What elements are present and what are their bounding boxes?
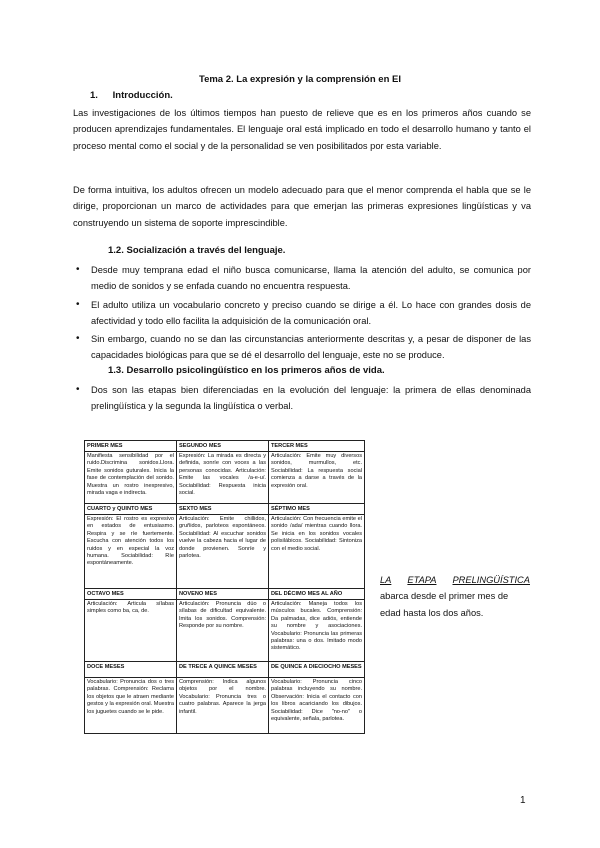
side-note-heading (380, 572, 530, 588)
list-item: • El adulto utiliza un vocabulario concreto y preciso cuando se dirige a él. Lo hace con grandes dosis de afectividad y todo ello facilita la adquisición de la comunicación oral. (73, 297, 531, 330)
section-heading-desarrollo: 1.3. Desarrollo psicolingüístico en los primeros años de vida. (108, 365, 385, 376)
side-note-word: LA (380, 575, 392, 585)
section-heading-text: Introducción. (112, 90, 173, 101)
table-header-row (85, 504, 365, 515)
table-header-cell: PRIMER MES (85, 441, 177, 452)
table-cell: Vocabulario: Pronuncia cinco palabras incluyendo su nombre. Observación: Inicia el contacto con los libros acariciando los dibujos. Sociabilidad: Dice "no-no" o equivalente, señala, parlotea. (269, 678, 365, 734)
table-cell: Articulación: Emite chillidos, gruñidos, parloteos espontáneos. Sociabilidad: Al escuchar sonidos vuelve la cabeza hacia el lugar de donde provienen. Sonríe y parlotea. (177, 515, 269, 589)
table-header-cell: OCTAVO MES (85, 589, 177, 600)
table-header-cell: DEL DÉCIMO MES AL AÑO (269, 589, 365, 600)
section-number: 1. (90, 90, 98, 101)
table-header-row (85, 662, 365, 678)
list-item: • Desde muy temprana edad el niño busca comunicarse, llama la atención del adulto, se comunica por medio de sonidos y se enfada cuando no encuentra respuesta. (73, 262, 531, 295)
table-header-cell: CUARTO y QUINTO MES (85, 504, 177, 515)
table-cell: Expresión: El rostro es expresivo en estados de entusiasmo. Respira y se ríe fuertemente. Escucha con atención todos los ruidos y en especial la voz humana. Sociabilidad: Ríe espontáneamente. (85, 515, 177, 589)
table-cell: Articulación: Emite muy diversos sonidos, murmullos, etc. Sociabilidad: La respuesta social comienza a darse a través de la expresión oral. (269, 452, 365, 504)
table-cell: Manifiesta sensibilidad por el ruido.Discrimina sonidos.Llora. Emite sonidos guturales. Inicia la fase de contemplación del sonido. Muestra un rostro inexpresivo, mirada vaga e indirecta. (85, 452, 177, 504)
table-cell: Articulación: Articula sílabas simples como ba, ca, de. (85, 600, 177, 662)
page-number: 1 (520, 795, 526, 806)
table-row (85, 600, 365, 662)
bullet-list (73, 262, 531, 366)
section-heading-socializacion: 1.2. Socialización a través del lenguaje. (108, 245, 286, 256)
side-note-word: PRELINGÜÍSTICA (452, 575, 530, 585)
table-cell: Articulación: Pronuncia dúo o sílabas de dificultad equivalente. Imita los sonidos. Comprensión: Responde por su nombre. (177, 600, 269, 662)
table-cell: Expresión: La mirada es directa y definida, sonríe con voces a las personas conocidas. Articulación: Emite las vocales /a-e-u/. Sociabilidad: Respuesta inicia social. (177, 452, 269, 504)
paragraph: De forma intuitiva, los adultos ofrecen un modelo adecuado para que el menor comprenda el habla que se le dirige, proporcionan un marco de actividades para que emerjan las primeras expresiones lingüísticas y va construyendo un sistema de soporte imprescindible. (73, 185, 531, 228)
table-header-cell: DE QUINCE A DIECIOCHO MESES (269, 662, 365, 678)
document-title: Tema 2. La expresión y la comprensión en EI (198, 74, 402, 85)
table-header-row (85, 589, 365, 600)
table-header-row (85, 441, 365, 452)
table-header-cell: SEGUNDO MES (177, 441, 269, 452)
paragraph: Las investigaciones de los últimos tiempos han puesto de relieve que es en los primeros años cuando se producen aprendizajes fundamentales. El lenguaje oral está implicado en todo el desarrollo humano y tanto el proceso mental como el social y de la personalidad se ven posibilitados por esta variable. (73, 108, 531, 151)
list-item: • Sin embargo, cuando no se dan las circunstancias anteriormente descritas y, a pesar de disponer de las capacidades biológicas para que se dé el desarrollo del lenguaje, este no se produce. (73, 331, 531, 364)
section-heading-intro (90, 90, 173, 101)
table-header-cell: DE TRECE A QUINCE MESES (177, 662, 269, 678)
table-header-cell: NOVENO MES (177, 589, 269, 600)
development-table (84, 440, 365, 734)
table-cell: Articulación: Con frecuencia emite el sonido /ada/ mientras cuando llora. Se inicia en los sonidos vocales polisilábicos. Sociabilidad: Sintoniza con el medio social. (269, 515, 365, 589)
table-cell: Comprensión: Indica algunos objetos por el nombre. Vocabulario: Pronuncia tres o cuatro palabras. Aparece la jerga infantil. (177, 678, 269, 734)
table-row (85, 678, 365, 734)
side-note-text: abarca desde el primer mes de edad hasta los dos años. (380, 591, 509, 618)
table-header-cell: DOCE MESES (85, 662, 177, 678)
table-row (85, 452, 365, 504)
table-cell: Vocabulario: Pronuncia dos o tres palabras. Comprensión: Reclama los objetos que le atraen mediante gestos y la expresión oral. Muestra los juguetes cuando se le pide. (85, 678, 177, 734)
table-header-cell: TERCER MES (269, 441, 365, 452)
table-header-cell: SEXTO MES (177, 504, 269, 515)
list-item: • Dos son las etapas bien diferenciadas en la evolución del lenguaje: la primera de ellas denominada prelingüística y la segunda la lingüística o verbal. (73, 382, 531, 415)
table-cell: Articulación: Maneja todos los músculos bucales. Comprensión: Da palmadas, dice adiós, entiende su nombre y asociaciones. Vocabulario: Pronuncia las primeras palabras: una o dos. Imitado modo sistemático. (269, 600, 365, 662)
bullet-list (73, 382, 531, 417)
side-note-word: ETAPA (407, 575, 437, 585)
table-header-cell: SÉPTIMO MES (269, 504, 365, 515)
table-row (85, 515, 365, 589)
side-note (380, 572, 530, 621)
